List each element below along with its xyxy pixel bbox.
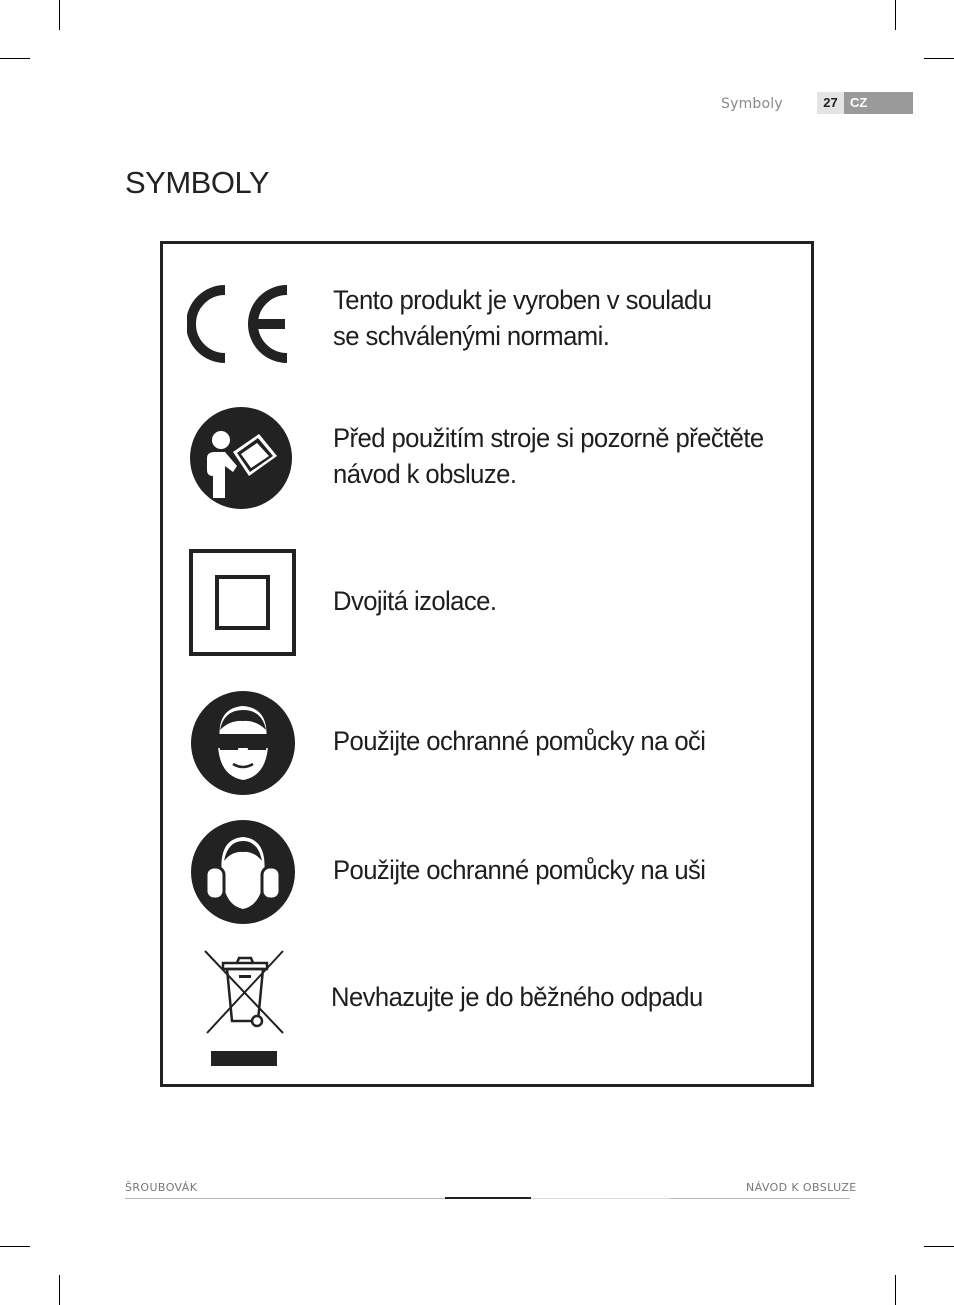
- header-page-tab: [817, 92, 913, 114]
- symbol-description: [331, 979, 703, 1015]
- ce-mark-icon: [187, 284, 297, 368]
- crop-mark: [59, 0, 60, 30]
- crop-mark: [924, 58, 954, 59]
- description-line: se schválenými normami.: [333, 321, 610, 351]
- symbol-description: [333, 852, 705, 888]
- symbol-description: [333, 420, 764, 492]
- symbol-description: [333, 583, 496, 619]
- footer-product-name: ŠROUBOVÁK: [125, 1181, 198, 1194]
- footer-divider: [670, 1198, 850, 1199]
- weee-bin-icon: [203, 949, 287, 1073]
- crop-mark: [895, 0, 896, 30]
- symbol-description: [333, 282, 711, 354]
- footer-document-type: NÁVOD K OBSLUZE: [746, 1181, 857, 1194]
- crop-mark: [59, 1275, 60, 1305]
- description-line: Dvojitá izolace.: [333, 586, 497, 616]
- read-manual-icon: [189, 406, 293, 514]
- description-line: Před použitím stroje si pozorně přečtěte: [333, 423, 764, 453]
- ear-protection-icon: [190, 819, 296, 929]
- footer-divider: [125, 1198, 445, 1199]
- description-line: Nevhazujte je do běžného odpadu: [331, 982, 703, 1012]
- crop-mark: [924, 1246, 954, 1247]
- crop-mark: [0, 58, 30, 59]
- language-code: CZ: [850, 95, 868, 110]
- symbols-box: [160, 241, 814, 1087]
- description-line: návod k obsluze.: [333, 459, 517, 489]
- description-line: Tento produkt je vyroben v souladu: [333, 285, 712, 315]
- page-title: SYMBOLY: [125, 165, 270, 200]
- crop-mark: [0, 1246, 30, 1247]
- page-number: 27: [817, 92, 844, 114]
- crop-mark: [895, 1275, 896, 1305]
- footer-divider: [445, 1197, 531, 1199]
- description-line: Použijte ochranné pomůcky na oči: [333, 726, 706, 756]
- symbol-description: [333, 723, 705, 759]
- double-insulation-icon: [189, 549, 297, 661]
- footer-divider: [531, 1198, 670, 1199]
- description-line: Použijte ochranné pomůcky na uši: [333, 855, 706, 885]
- eye-protection-icon: [190, 690, 296, 800]
- header-section-name: Symboly: [721, 96, 783, 112]
